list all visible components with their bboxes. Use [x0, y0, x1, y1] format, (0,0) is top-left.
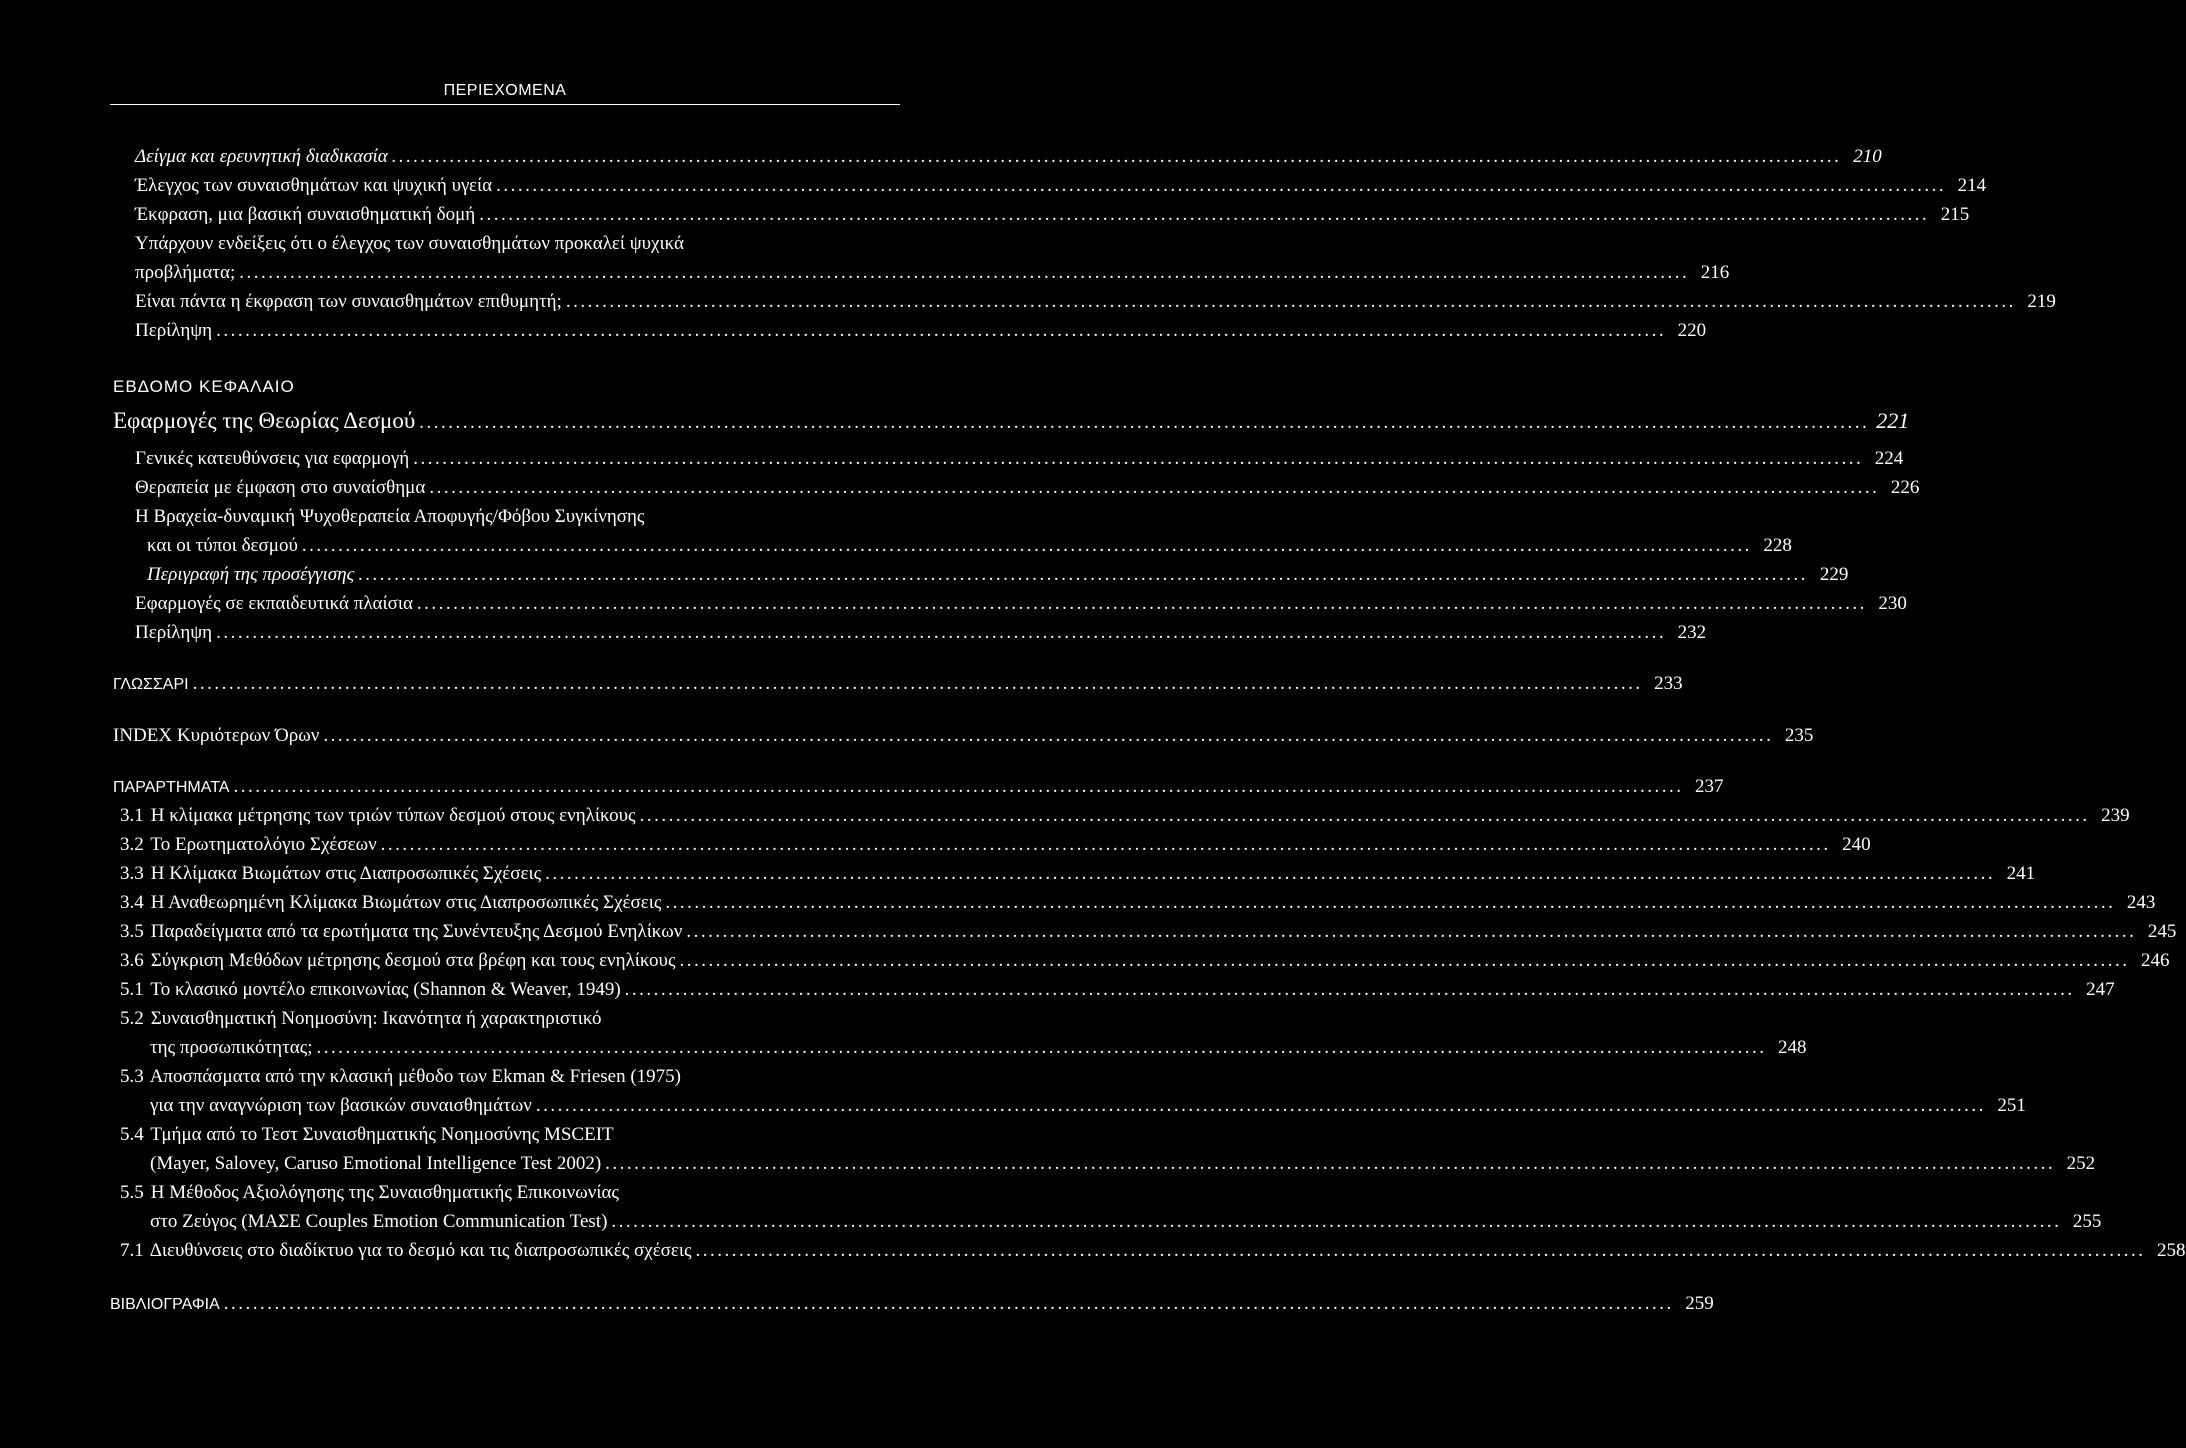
toc-entry — [147, 532, 1792, 560]
toc-entry — [135, 619, 1707, 647]
leader-dots: ........................................................................................................................................................................................................ — [479, 204, 1930, 225]
appendix-label: Διευθύνσεις στο διαδίκτυο για το δεσμό και τις διαπροσωπικές σχέσεις — [149, 1240, 692, 1261]
appendix-label: Αποσπάσματα από την κλασική μέθοδο των Ekman & Friesen (1975) — [149, 1066, 681, 1087]
appendix-entry-first-line — [120, 1063, 900, 1091]
leader-dots: ........................................................................................................................................................................................................ — [192, 673, 1643, 694]
appendix-number: 3.5 — [120, 921, 144, 942]
leader-dots: ........................................................................................................................................................................................................ — [679, 950, 2130, 971]
appendix-page: 251 — [1997, 1095, 2026, 1116]
toc-entry — [135, 288, 2056, 316]
appendix-page: 255 — [2072, 1211, 2102, 1232]
page-header: ΠΕΡΙΕΧΟΜΕΝΑ — [443, 82, 567, 99]
leader-dots: ........................................................................................................................................................................................................ — [686, 921, 2137, 942]
appendix-entry-first-line — [120, 1179, 900, 1207]
toc-entry-label: Περιγραφή της προσέγγισης — [147, 564, 355, 585]
appendix-entry — [120, 947, 2170, 975]
leader-dots: ........................................................................................................................................................................................................ — [416, 593, 1867, 614]
toc-entry — [135, 590, 1907, 618]
toc-entry-page: 235 — [1784, 725, 1814, 746]
toc-entry-page: 215 — [1940, 204, 1970, 225]
appendix-label: Σύγκριση Μεθόδων μέτρησης δεσμού στα βρέφη και τους ενηλίκους — [150, 950, 676, 971]
appendix-page: 246 — [2141, 950, 2170, 971]
appendix-entry — [120, 918, 2177, 946]
toc-entry-page: 237 — [1694, 776, 1724, 797]
leader-dots: ........................................................................................................................................................................................................ — [535, 1095, 1986, 1116]
appendix-number: 5.4 — [120, 1124, 144, 1145]
appendix-label: για την αναγνώριση των βασικών συναισθημάτων — [150, 1095, 532, 1116]
appendix-number: 5.3 — [120, 1066, 144, 1087]
appendix-label: Παραδείγματα από τα ερωτήματα της Συνέντευξης Δεσμού Ενηλίκων — [150, 921, 683, 942]
leader-dots: ........................................................................................................................................................................................................ — [565, 291, 2016, 312]
toc-entry-page: 220 — [1677, 320, 1707, 341]
appendix-entry — [150, 1092, 2026, 1120]
toc-entry — [135, 474, 1920, 502]
leader-dots: ........................................................................................................................................................................................................ — [323, 725, 1774, 746]
appendix-page: 240 — [1842, 834, 1871, 855]
toc-entry-page: 228 — [1763, 535, 1792, 556]
appendix-entry — [120, 831, 1871, 859]
toc-entry-page: 230 — [1878, 593, 1907, 614]
leader-dots: ........................................................................................................................................................................................................ — [216, 320, 1667, 341]
appendix-page: 241 — [2006, 863, 2036, 884]
chapter-heading: ΕΒΔΟΜΟ ΚΕΦΑΛΑΙΟ — [113, 377, 295, 396]
appendix-number: 3.6 — [120, 950, 144, 971]
toc-entry-label: Είναι πάντα η έκφραση των συναισθημάτων επιθυμητή; — [135, 291, 562, 312]
appendix-label: Η Κλίμακα Βιωμάτων στις Διαπροσωπικές Σχέσεις — [150, 863, 542, 884]
toc-entry-label: Θεραπεία με έμφαση στο συναίσθημα — [135, 477, 426, 498]
appendix-label: στο Ζεύγος (ΜΑΣΕ Couples Emotion Communication Test) — [150, 1211, 608, 1232]
appendix-number: 3.3 — [120, 863, 144, 884]
appendix-entry-first-line — [120, 1121, 900, 1149]
appendix-label: Η Αναθεωρημένη Κλίμακα Βιωμάτων στις Διαπροσωπικές Σχέσεις — [150, 892, 662, 913]
appendix-label: Το κλασικό μοντέλο επικοινωνίας (Shannon & Weaver, 1949) — [150, 979, 621, 1000]
toc-entry-page: 216 — [1700, 262, 1730, 283]
appendix-label: Τμήμα από το Τεστ Συναισθηματικής Νοημοσύνης MSCEIT — [150, 1124, 614, 1145]
leader-dots: ........................................................................................................................................................................................................ — [216, 622, 1667, 643]
toc-entry-label: Έλεγχος των συναισθημάτων και ψυχική υγεία — [135, 175, 493, 196]
leader-dots: ........................................................................................................................................................................................................ — [316, 1037, 1767, 1058]
chapter-title-page: 221 — [1876, 408, 1910, 433]
toc-entry — [135, 143, 1882, 171]
appendix-entry — [120, 976, 2115, 1004]
toc-glossary — [113, 670, 1683, 698]
toc-entry — [135, 317, 1707, 345]
toc-entry-label: ΒΙΒΛΙΟΓΡΑΦΙΑ — [110, 1296, 220, 1313]
toc-entry-page: 210 — [1853, 146, 1882, 167]
toc-entry-page: 226 — [1890, 477, 1920, 498]
leader-dots: ........................................................................................................................................................................................................ — [358, 564, 1809, 585]
appendix-page: 247 — [2086, 979, 2115, 1000]
leader-dots: ........................................................................................................................................................................................................ — [419, 412, 1870, 433]
toc-entry-label: Περίληψη — [135, 622, 213, 643]
toc-entry-label: Γενικές κατευθύνσεις για εφαρμογή — [135, 448, 410, 469]
appendix-entry-first-line — [120, 1005, 900, 1033]
appendix-number: 5.5 — [120, 1182, 144, 1203]
appendix-number: 3.2 — [120, 834, 144, 855]
appendix-label: Η Μέθοδος Αξιολόγησης της Συναισθηματικής Επικοινωνίας — [150, 1182, 619, 1203]
appendix-page: 243 — [2126, 892, 2156, 913]
appendix-number: 3.4 — [120, 892, 144, 913]
leader-dots: ........................................................................................................................................................................................................ — [639, 805, 2090, 826]
toc-entry-label: ΠΑΡΑΡΤΗΜΑΤΑ — [113, 779, 230, 796]
toc-entry-label: INDEX Κυριότερων Όρων — [113, 725, 320, 746]
leader-dots: ........................................................................................................................................................................................................ — [665, 892, 2116, 913]
toc-entry-label: Έκφραση, μια βασική συναισθηματική δομή — [135, 204, 476, 225]
leader-dots: ........................................................................................................................................................................................................ — [605, 1153, 2056, 1174]
toc-entry-page: 233 — [1654, 673, 1683, 694]
toc-entry-label: ΓΛΩΣΣΑΡΙ — [113, 676, 189, 693]
appendix-number: 5.2 — [120, 1008, 144, 1029]
toc-entry-label: Υπάρχουν ενδείξεις ότι ο έλεγχος των συναισθημάτων προκαλεί ψυχικά — [135, 233, 684, 254]
toc-entry — [135, 172, 1987, 200]
chapter-title-label: Εφαρμογές της Θεωρίας Δεσμού — [113, 408, 416, 433]
appendix-entry — [150, 1034, 1807, 1062]
appendix-entry — [150, 1208, 2102, 1236]
appendix-page: 252 — [2066, 1153, 2096, 1174]
toc-index — [113, 722, 1814, 750]
toc-entry-label: και οι τύποι δεσμού — [147, 535, 298, 556]
appendix-entry — [150, 1150, 2096, 1178]
leader-dots: ........................................................................................................................................................................................................ — [611, 1211, 2062, 1232]
leader-dots: ........................................................................................................................................................................................................ — [413, 448, 1864, 469]
appendix-number: 7.1 — [120, 1240, 144, 1261]
leader-dots: ........................................................................................................................................................................................................ — [545, 863, 1996, 884]
appendix-label: της προσωπικότητας; — [150, 1037, 313, 1058]
toc-entry-label: Εφαρμογές σε εκπαιδευτικά πλαίσια — [135, 593, 413, 614]
leader-dots: ........................................................................................................................................................................................................ — [429, 477, 1880, 498]
toc-appendices — [113, 773, 1724, 801]
appendix-label: Η κλίμακα μέτρησης των τριών τύπων δεσμού στους ενηλίκους — [150, 805, 636, 826]
appendix-entry — [120, 1237, 2186, 1265]
appendix-label: Συναισθηματική Νοημοσύνη: Ικανότητα ή χαρακτηριστικό — [150, 1008, 602, 1029]
toc-entry — [135, 201, 1970, 229]
header-rule — [110, 104, 900, 105]
toc-entry-page: 214 — [1957, 175, 1987, 196]
appendix-number: 5.1 — [120, 979, 144, 1000]
appendix-page: 239 — [2101, 805, 2130, 826]
leader-dots: ........................................................................................................................................................................................................ — [301, 535, 1752, 556]
appendix-page: 245 — [2147, 921, 2177, 942]
toc-entry-label: Περίληψη — [135, 320, 213, 341]
toc-entry-page: 232 — [1677, 622, 1707, 643]
leader-dots: ........................................................................................................................................................................................................ — [496, 175, 1947, 196]
toc-entry-label: Δείγμα και ερευνητική διαδικασία — [135, 146, 388, 167]
chapter-title — [113, 404, 1910, 438]
appendix-page: 258 — [2157, 1240, 2186, 1261]
appendix-label: Το Ερωτηματολόγιο Σχέσεων — [150, 834, 377, 855]
toc-entry — [135, 259, 1730, 287]
toc-entry — [135, 445, 1904, 473]
appendix-page: 248 — [1778, 1037, 1807, 1058]
leader-dots: ........................................................................................................................................................................................................ — [233, 776, 1684, 797]
toc-entry-page: 229 — [1819, 564, 1849, 585]
leader-dots: ........................................................................................................................................................................................................ — [239, 262, 1690, 283]
toc-entry-label: προβλήματα; — [135, 262, 236, 283]
toc-entry-page: 219 — [2027, 291, 2056, 312]
appendix-entry — [120, 860, 2036, 888]
leader-dots: ........................................................................................................................................................................................................ — [695, 1240, 2146, 1261]
leader-dots: ........................................................................................................................................................................................................ — [380, 834, 1831, 855]
appendix-entry — [120, 802, 2130, 830]
toc-bibliography — [110, 1290, 1714, 1318]
leader-dots: ........................................................................................................................................................................................................ — [223, 1293, 1674, 1314]
toc-entry-page: 259 — [1685, 1293, 1714, 1314]
appendix-label: (Mayer, Salovey, Caruso Emotional Intelligence Test 2002) — [150, 1153, 602, 1174]
leader-dots: ........................................................................................................................................................................................................ — [624, 979, 2075, 1000]
toc-entry — [147, 561, 1849, 589]
toc-entry-page: 224 — [1874, 448, 1904, 469]
leader-dots: ........................................................................................................................................................................................................ — [391, 146, 1842, 167]
toc-entry-label: Η Βραχεία-δυναμική Ψυχοθεραπεία Αποφυγής/Φόβου Συγκίνησης — [135, 506, 645, 527]
appendix-number: 3.1 — [120, 805, 144, 826]
toc-entry-first-line — [135, 503, 900, 531]
toc-entry-first-line — [135, 230, 900, 258]
appendix-entry — [120, 889, 2156, 917]
